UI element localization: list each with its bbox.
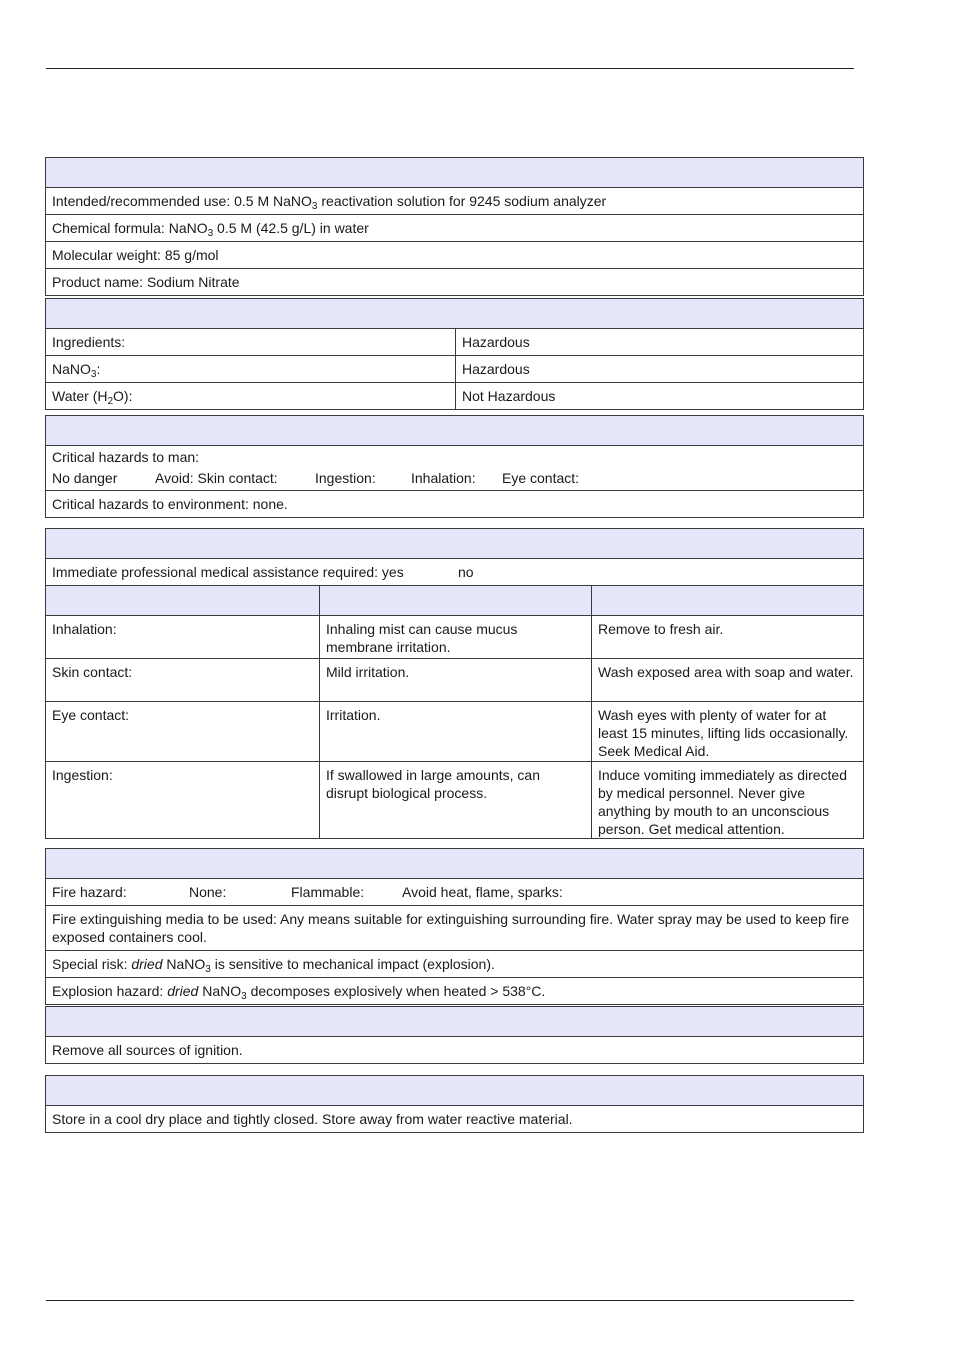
first-aid-section	[45, 528, 864, 839]
footer-rule	[46, 1300, 854, 1301]
avoid-skin-contact-option: Avoid: Skin contact:	[155, 470, 278, 486]
first-aid-row	[46, 659, 863, 702]
extinguishing-media-row: Fire extinguishing media to be used: Any means suitable for extinguishing surrounding fire. Water spray may be used to keep fire exposed containers cool.	[46, 906, 863, 951]
hazards-section	[45, 415, 864, 518]
hazard-status: Not Hazardous	[455, 383, 863, 409]
section-header	[46, 1076, 863, 1106]
exposure-effect: If swallowed in large amounts, can disrupt biological process.	[319, 762, 591, 838]
fire-hazard-label: Fire hazard:	[52, 884, 127, 900]
exposure-effect: Irritation.	[319, 702, 591, 761]
exposure-route: Ingestion:	[52, 767, 113, 783]
fire-fighting-section	[45, 848, 864, 1005]
section-header	[46, 299, 863, 329]
molecular-weight-row: Molecular weight: 85 g/mol	[46, 242, 863, 269]
exposure-effect: Inhaling mist can cause mucus membrane irritation.	[319, 616, 591, 658]
critical-hazards-man-row	[46, 446, 863, 491]
first-aid-row	[46, 702, 863, 762]
ingestion-option: Ingestion:	[315, 470, 376, 486]
ingredient-row	[46, 329, 863, 356]
storage-section	[45, 1075, 864, 1133]
explosion-hazard-row: Explosion hazard: dried NaNO$_3$ decomposes explosively when heated > 538°C.	[52, 983, 546, 1002]
chemical-formula-row: Chemical formula: NaNO$_3$ 0.5 M (42.5 g/L) in water	[46, 215, 863, 242]
avoid-heat-option: Avoid heat, flame, sparks:	[402, 884, 563, 900]
eye-contact-option: Eye contact:	[502, 470, 580, 486]
ingredient-label: Water $(H_2O)$:	[52, 388, 133, 407]
first-aid-measure: Remove to fresh air.	[591, 616, 863, 658]
release-measure-row: Remove all sources of ignition.	[52, 1042, 243, 1058]
first-aid-row	[46, 616, 863, 659]
critical-hazards-environment-row: Critical hazards to environment: none.	[52, 496, 288, 512]
identification-section	[45, 157, 864, 296]
header-rule	[46, 68, 854, 69]
section-header	[46, 158, 863, 188]
inhalation-option: Inhalation:	[411, 470, 476, 486]
hazard-status: Hazardous	[455, 356, 863, 382]
first-aid-table-header	[46, 586, 863, 616]
section-header	[46, 416, 863, 446]
fire-hazard-row	[46, 879, 863, 906]
first-aid-measure: Induce vomiting immediately as directed by medical personnel. Never give anything by mouth to an unconscious person. Get medical attention.	[591, 762, 863, 838]
none-option: None:	[189, 884, 227, 900]
medical-assistance-row: Immediate professional medical assistance required: yes no	[46, 559, 863, 586]
intended-use-row: Intended/recommended use: 0.5 M NaNO$_3$ reactivation solution for 9245 sodium analyzer	[46, 188, 863, 215]
composition-section	[45, 298, 864, 410]
special-risk-row: Special risk: dried NaNO$_3$ is sensitive to mechanical impact (explosion).	[46, 951, 863, 978]
ingredient-label: Ingredients:	[52, 334, 126, 350]
exposure-route: Skin contact:	[52, 664, 133, 680]
hazard-status: Hazardous	[455, 329, 863, 355]
critical-hazards-man-label: Critical hazards to man:	[52, 449, 200, 465]
section-header	[46, 849, 863, 879]
ingredient-row	[46, 383, 863, 409]
product-name-row: Product name: Sodium Nitrate	[52, 274, 240, 290]
exposure-route: Inhalation:	[52, 621, 117, 637]
ingredient-row	[46, 356, 863, 383]
exposure-effect: Mild irritation.	[319, 659, 591, 701]
section-header	[46, 529, 863, 559]
ingredient-label: NaNO$_3$:	[52, 361, 101, 380]
section-header	[46, 1007, 863, 1037]
no-danger-option: No danger	[52, 470, 118, 486]
storage-measure-row: Store in a cool dry place and tightly closed. Store away from water reactive material.	[52, 1111, 573, 1127]
flammable-option: Flammable:	[291, 884, 365, 900]
exposure-route: Eye contact:	[52, 707, 130, 723]
first-aid-measure: Wash exposed area with soap and water.	[591, 659, 863, 701]
hazard-options	[52, 468, 857, 489]
accidental-release-section	[45, 1006, 864, 1064]
first-aid-measure: Wash eyes with plenty of water for at least 15 minutes, lifting lids occasionally. Seek Medical Aid.	[591, 702, 863, 761]
first-aid-row	[46, 762, 863, 838]
